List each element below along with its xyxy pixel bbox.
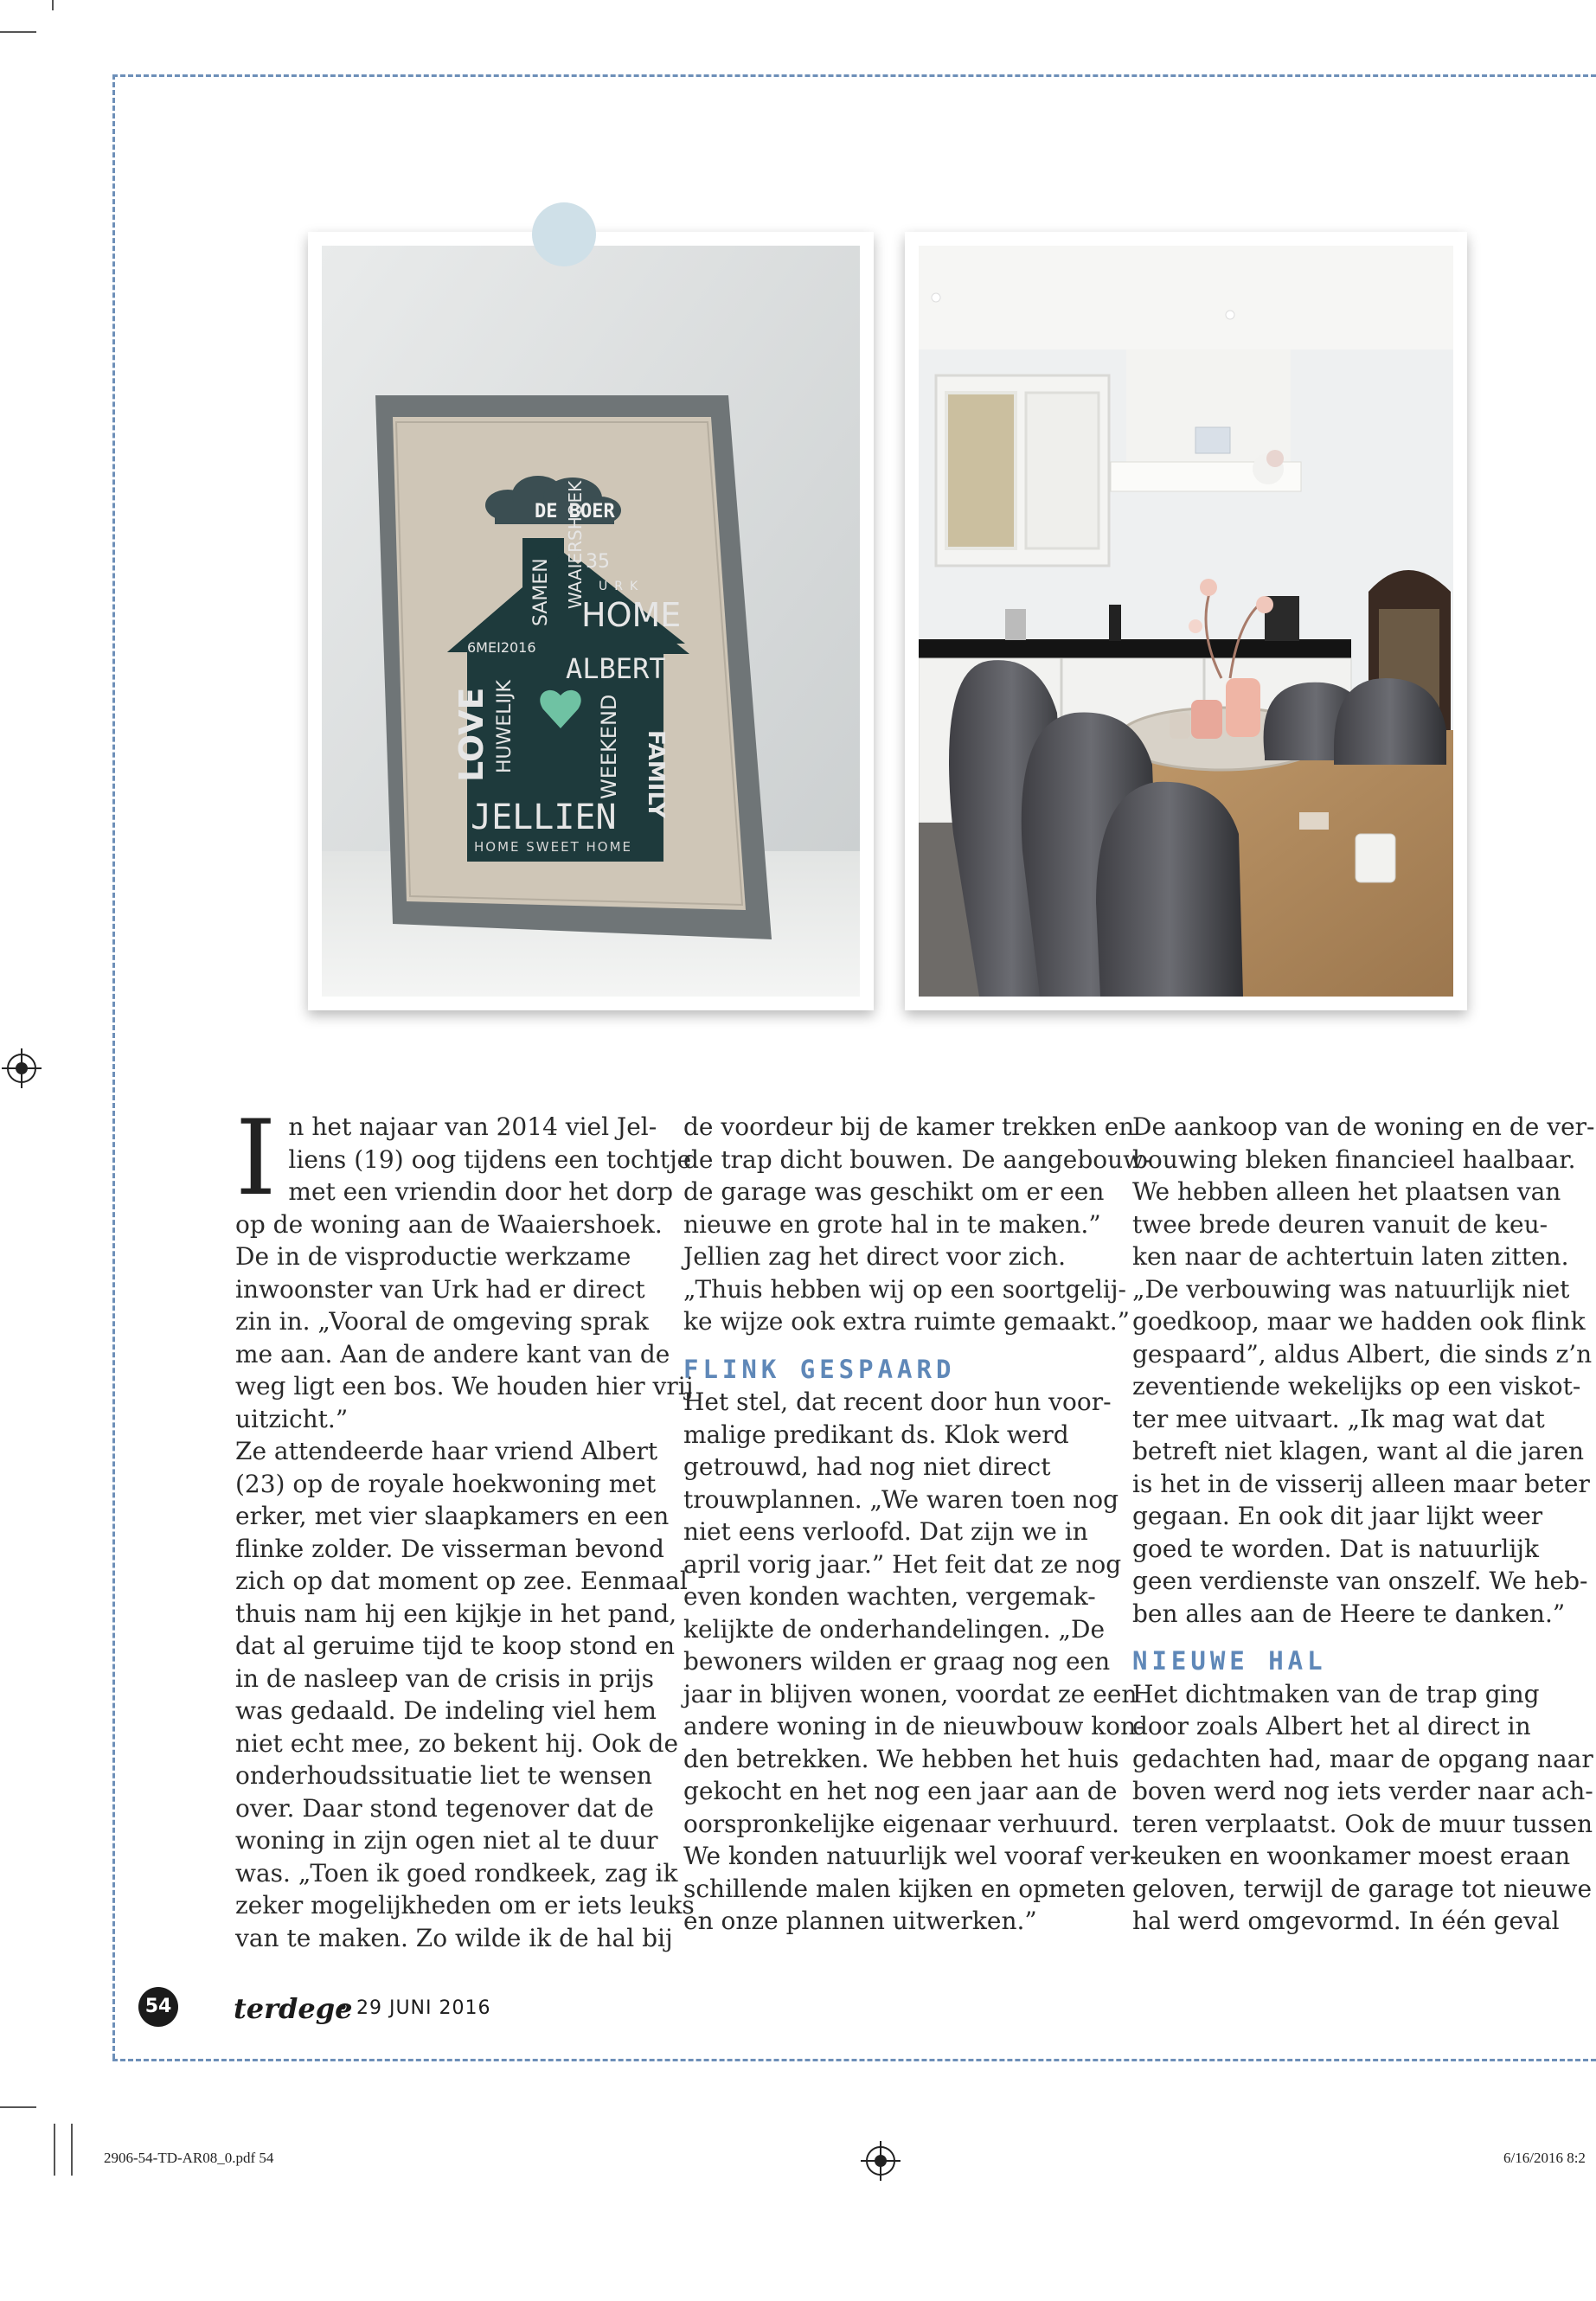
text-line: zeker mogelijkheden om er iets leuks	[235, 1891, 695, 1920]
text-line: goed te worden. Dat is natuurlijk	[1132, 1534, 1539, 1563]
registration-mark-icon	[866, 2146, 895, 2176]
text-line: ter mee uitvaart. „Ik mag wat dat	[1132, 1404, 1545, 1433]
text-line: jaar in blijven wonen, voordat ze een	[683, 1679, 1138, 1708]
photo-frame-poster	[308, 232, 874, 1010]
text-line: nieuwe en grote hal in te maken.”	[683, 1209, 1101, 1239]
text-line: kelijkte de onderhandelingen. „De	[683, 1614, 1106, 1644]
text-line: woning in zijn ogen niet al te duur	[235, 1826, 658, 1855]
text-line: schillende malen kijken en opmeten	[683, 1874, 1125, 1903]
text-line: den betrekken. We hebben het huis	[683, 1744, 1119, 1773]
brand-logo: terdege	[234, 1992, 353, 2025]
svg-text:SAMEN: SAMEN	[530, 558, 552, 626]
text-line: De aankoop van de woning en de ver-	[1132, 1112, 1595, 1141]
text-line: ke wijze ook extra ruimte gemaakt.”	[683, 1307, 1130, 1336]
svg-text:FAMILY: FAMILY	[643, 730, 669, 818]
text-line: me aan. Aan de andere kant van de	[235, 1339, 670, 1368]
text-line: van te maken. Zo wilde ik de hal bij	[235, 1923, 673, 1952]
text-line: thuis nam hij een kijkje in het pand,	[235, 1599, 677, 1628]
svg-text:HUWELIJK: HUWELIJK	[494, 680, 516, 773]
text-line: goedkoop, maar we hadden ook flink	[1132, 1307, 1586, 1336]
text-line: niet eens verloofd. Dat zijn we in	[683, 1517, 1088, 1546]
text-line: weg ligt een bos. We houden hier vrij	[235, 1372, 694, 1400]
page-frame-bottom	[112, 2059, 1596, 2061]
text-line: Het stel, dat recent door hun voor-	[683, 1388, 1112, 1416]
page-frame-top	[112, 74, 1596, 77]
text-line: is het in de visserij alleen maar beter	[1132, 1469, 1590, 1498]
section-heading: FLINK GESPAARD	[683, 1354, 956, 1384]
text-line: malige predikant ds. Klok werd	[683, 1420, 1069, 1449]
text-line: de trap dicht bouwen. De aangebouw-	[683, 1144, 1152, 1174]
svg-text:35: 35	[586, 551, 610, 573]
pin-icon	[532, 202, 596, 266]
text-line: n het najaar van 2014 viel Jel-	[288, 1112, 657, 1141]
text-line: Jellien zag het direct voor zich.	[683, 1242, 1066, 1271]
text-line: op de woning aan de Waaiershoek.	[235, 1209, 663, 1239]
text-line: We hebben alleen het plaatsen van	[1132, 1177, 1561, 1206]
svg-text:ALBERT: ALBERT	[566, 652, 666, 685]
section-heading: NIEUWE HAL	[1132, 1646, 1327, 1676]
text-line: „Thuis hebben wij op een soortgelij-	[683, 1274, 1126, 1304]
text-line: was gedaald. De indeling viel hem	[235, 1696, 657, 1725]
text-line: We konden natuurlijk wel vooraf ver-	[683, 1842, 1138, 1870]
text-line: zin in. „Vooral de omgeving sprak	[235, 1307, 649, 1336]
slug-file: 2906-54-TD-AR08_0.pdf 54	[104, 2150, 274, 2166]
text-line: trouwplannen. „We waren toen nog	[683, 1484, 1118, 1514]
svg-text:HOME: HOME	[581, 596, 682, 634]
text-line: bouwing bleken financieel haalbaar.	[1132, 1144, 1576, 1174]
text-line: De in de visproductie werkzame	[235, 1242, 631, 1271]
text-line: ken naar de achtertuin laten zitten.	[1132, 1242, 1569, 1271]
text-line: inwoonster van Urk had er direct	[235, 1274, 645, 1304]
text-line: oorspronkelijke eigenaar verhuurd.	[683, 1809, 1120, 1838]
slug-date: 6/16/2016 8:2	[1503, 2150, 1586, 2166]
registration-mark-icon	[7, 1054, 36, 1083]
text-line: keuken en woonkamer moest eraan	[1132, 1842, 1571, 1870]
svg-text:WAAIERSHOEK: WAAIERSHOEK	[565, 480, 586, 609]
text-line: ben alles aan de Heere te danken.”	[1132, 1599, 1566, 1628]
text-line: flinke zolder. De visserman bevond	[235, 1534, 664, 1563]
article-column-1	[235, 1099, 695, 1954]
svg-text:DE BOER: DE BOER	[535, 501, 615, 522]
text-line: niet echt mee, zo bekent hij. Ook de	[235, 1728, 679, 1758]
text-line: geen verdienste van onszelf. We heb-	[1132, 1567, 1588, 1595]
svg-text:LOVE: LOVE	[452, 687, 490, 782]
text-line: de garage was geschikt om er een	[683, 1177, 1105, 1206]
photo-poster	[322, 246, 860, 997]
svg-text:HOME SWEET HOME: HOME SWEET HOME	[474, 839, 633, 855]
text-line: gekocht en het nog een jaar aan de	[683, 1777, 1118, 1805]
text-line: in de nasleep van de crisis in prijs	[235, 1663, 654, 1693]
crop-mark	[54, 2124, 55, 2176]
photo-frame-kitchen	[905, 232, 1467, 1010]
drop-cap: I	[235, 1099, 277, 1219]
photo-kitchen	[919, 246, 1453, 997]
text-line: was. „Toen ik goed rondkeek, zag ik	[235, 1858, 678, 1888]
text-line: de voordeur bij de kamer trekken en	[683, 1112, 1135, 1141]
text-line: liens (19) oog tijdens een tochtje	[288, 1144, 692, 1174]
poster-illustration	[322, 246, 860, 997]
svg-text:JELLIEN: JELLIEN	[471, 798, 617, 837]
article-column-2	[683, 1111, 1152, 1938]
crop-mark	[0, 31, 36, 33]
crop-mark	[0, 2106, 36, 2108]
text-line: bewoners wilden er graag nog een	[683, 1647, 1111, 1676]
text-line: met een vriendin door het dorp	[288, 1177, 674, 1206]
text-line: uitzicht.”	[235, 1404, 349, 1433]
text-line: twee brede deuren vanuit de keu-	[1132, 1209, 1548, 1239]
text-line: gegaan. En ook dit jaar lijkt weer	[1132, 1502, 1543, 1530]
text-line: betreft niet klagen, want al die jaren	[1132, 1437, 1584, 1465]
text-line: door zoals Albert het al direct in	[1132, 1712, 1531, 1740]
text-line: „De verbouwing was natuurlijk niet	[1132, 1274, 1570, 1304]
article-column-3	[1132, 1111, 1595, 1938]
text-line: hal werd omgevormd. In één geval	[1132, 1907, 1560, 1935]
text-line: (23) op de royale hoekwoning met	[235, 1469, 657, 1498]
crop-mark	[52, 0, 54, 10]
text-line: Ze attendeerde haar vriend Albert	[235, 1437, 658, 1465]
svg-text:URK: URK	[599, 580, 645, 593]
text-line: andere woning in de nieuwbouw kon-	[683, 1712, 1144, 1740]
text-line: geloven, terwijl de garage tot nieuwe	[1132, 1874, 1593, 1903]
text-line: zeventiende wekelijks op een viskot-	[1132, 1372, 1581, 1400]
text-line: april vorig jaar.” Het feit dat ze nog	[683, 1549, 1122, 1579]
crop-mark	[71, 2124, 73, 2176]
text-line: teren verplaatst. Ook de muur tussen	[1132, 1809, 1593, 1838]
text-line: gedachten had, maar de opgang naar	[1132, 1744, 1593, 1773]
page-frame-left	[112, 74, 115, 2059]
svg-text:WEEKEND: WEEKEND	[597, 694, 621, 799]
text-line: onderhoudssituatie liet te wensen	[235, 1761, 652, 1790]
text-line: over. Daar stond tegenover dat de	[235, 1793, 654, 1823]
text-line: Het dichtmaken van de trap ging	[1132, 1679, 1540, 1708]
svg-text:6MEI2016: 6MEI2016	[467, 639, 536, 656]
text-line: gespaard”, aldus Albert, die sinds z’n	[1132, 1339, 1593, 1368]
text-line: even konden wachten, vergemak-	[683, 1582, 1096, 1611]
text-line: getrouwd, had nog niet direct	[683, 1452, 1051, 1481]
text-line: en onze plannen uitwerken.”	[683, 1907, 1037, 1935]
page-number: 54	[138, 1987, 178, 2027]
text-line: boven werd nog iets verder naar ach-	[1132, 1777, 1593, 1805]
text-line: dat al geruime tijd te koop stond en	[235, 1631, 676, 1660]
text-line: erker, met vier slaapkamers en een	[235, 1502, 670, 1530]
text-line: zich op dat moment op zee. Eenmaal	[235, 1567, 688, 1595]
issue-date: • 29 JUNI 2016	[337, 1997, 491, 2019]
kitchen-illustration	[919, 246, 1453, 997]
